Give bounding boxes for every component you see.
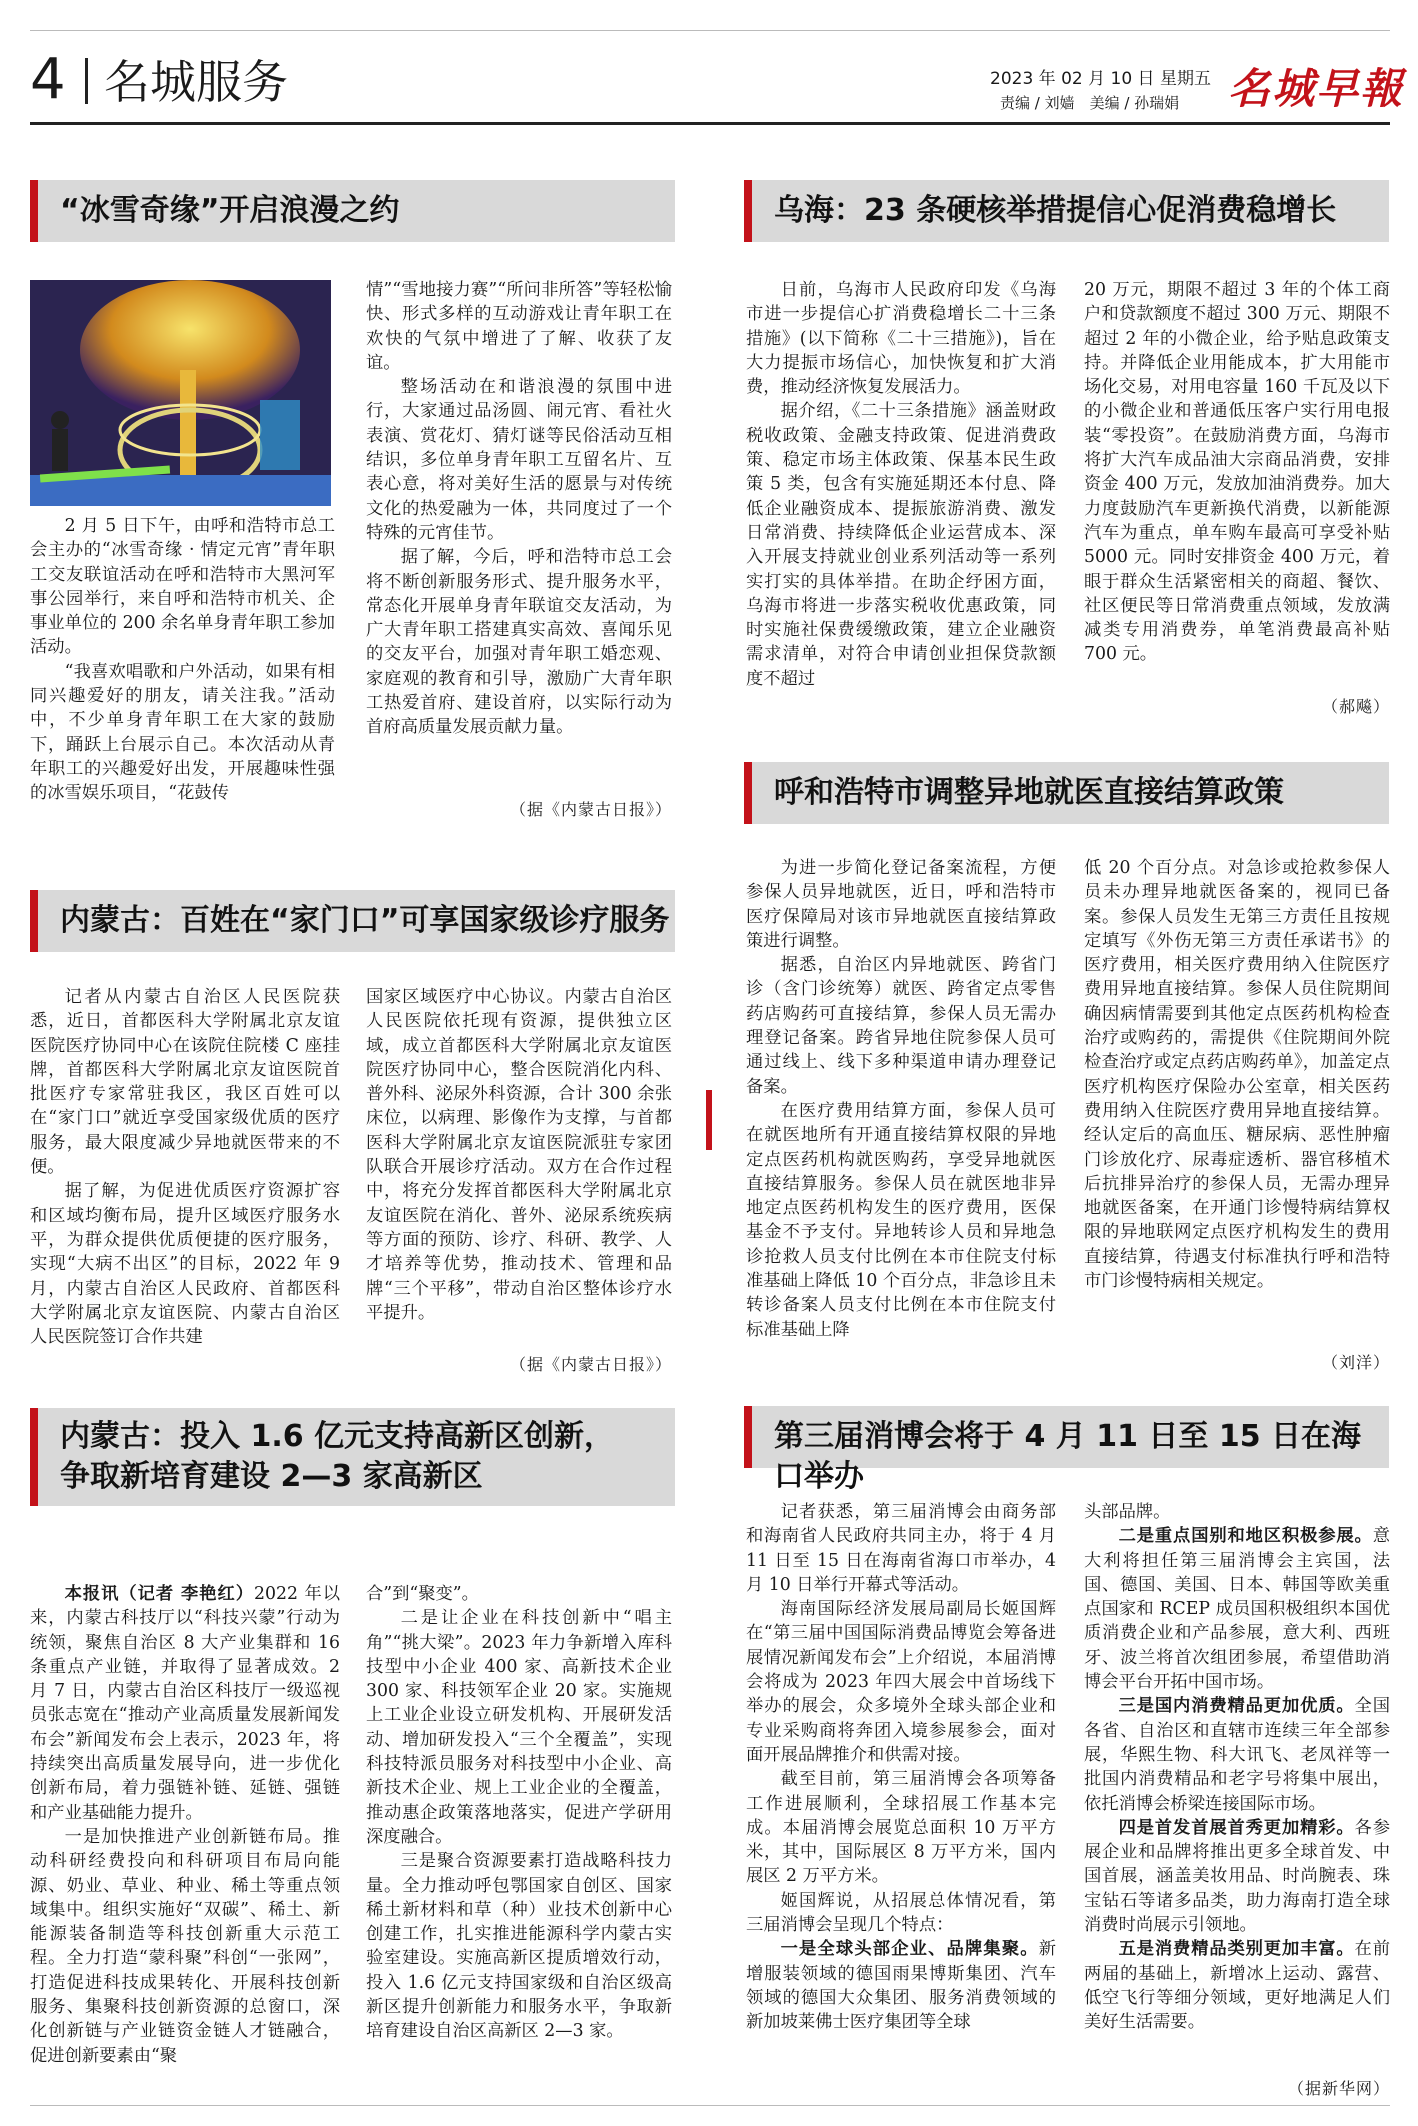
paragraph	[1084, 1816, 1390, 1937]
lantern-tree-illustration	[30, 280, 331, 506]
paragraph-text: 新增服装领域的德国雨果博斯集团、汽车领域的德国大众集团、服务消费领域的新加坡莱佛士医疗集团等全球	[746, 1939, 1056, 2033]
article-column	[1084, 856, 1390, 1346]
article-title: “冰雪奇缘”开启浪漫之约	[60, 193, 400, 228]
article-source: （据新华网）	[1287, 2079, 1390, 2098]
article-title: 第三届消博会将于 4 月 11 日至 15 日在海口举办	[774, 1419, 1362, 1494]
paragraph: 截至目前，第三届消博会各项筹备工作进展顺利，全球招展工作基本完成。本届消博会展览总面积 10 万平方米，其中，国际展区 8 万平方米，国内展区 2 万平方米。	[746, 1769, 1056, 1887]
article-column	[1084, 278, 1390, 688]
top-rule	[30, 30, 1390, 31]
article-title-box	[744, 1406, 1389, 1494]
paragraph	[1084, 1524, 1390, 1694]
paragraph	[1084, 1694, 1390, 1815]
article-column	[746, 278, 1056, 718]
paragraph: 低 20 个百分点。对急诊或抢救参保人员未办理异地就医备案的，视同已备案。参保人员发生无第三方责任且按规定填写《外伤无第三方责任承诺书》的医疗费用，相关医疗费用纳入住院医疗费用异地直接结算。参保人员住院期间确因病情需要到其他定点医药机构检查治疗或购药的，需提供《住院期间外院检查治疗或定点药店购药单》，加盖定点医疗机构医疗保险办公室章，相关医药费用纳入住院医疗费用异地直接结算。经认定后的高血压、糖尿病、恶性肿瘤门诊放化疗、尿毒症透析、器官移植术后抗排异治疗的参保人员，无需办理异地就医备案，在开通门诊慢特病结算权限的异地联网定点医疗机构发生的费用直接结算，待遇支付标准执行呼和浩特市门诊慢特病相关规定。	[1084, 858, 1390, 1292]
article-source: （据《内蒙古日报》）	[509, 800, 672, 819]
paragraph: 姬国辉说，从招展总体情况看，第三届消博会呈现几个特点：	[746, 1890, 1056, 1936]
paragraph-text: 全国各省、自治区和直辖市连续三年全部参展，华熙生物、科大讯飞、老凤祥等一批国内消费精品和老字号将集中展出，依托消博会桥梁连接国际市场。	[1084, 1696, 1390, 1814]
paragraph: 二是让企业在科技创新中“唱主角”“挑大梁”。2023 年力争新增入库科技型中小企业 400 家、高新技术企业 300 家、科技领军企业 20 家。实施规上工业企业设立研发机构、开展研发活动、增加研发投入“三个全覆盖”，实现科技特派员服务对科技型中小企业、高新技术企业、规上工业企业的全覆盖，推动惠企政策落地落实，促进产学研用深度融合。	[366, 1608, 672, 1847]
article-source: （据《内蒙古日报》）	[509, 1355, 672, 1374]
header-divider	[85, 58, 88, 104]
paragraph: 据了解，为促进优质医疗资源扩容和区域均衡布局，提升区域医疗服务水平，为群众提供优质便捷的医疗服务，实现“大病不出区”的目标，2022 年 9 月，内蒙古自治区人民政府、首都医科大学附属北京友谊医院、内蒙古自治区人民医院签订合作共建	[30, 1181, 340, 1348]
paragraph: 在医疗费用结算方面，参保人员可在就医地所有开通直接结算权限的异地定点医药机构就医购药，享受异地就医直接结算服务。参保人员在就医地非异地定点医药机构发生的医疗费用，医保基金不予支付。异地转诊人员和异地急诊抢救人员支付比例在本市住院支付标准基础上降低 10 个百分点，非急诊且未转诊备案人员支付比例在本市住院支付标准基础上降	[746, 1100, 1056, 1340]
emphasis: 一是全球头部企业、品牌集聚。	[780, 1939, 1039, 1960]
paragraph	[1084, 1937, 1390, 2034]
emphasis: 五是消费精品类别更加丰富。	[1118, 1939, 1355, 1960]
paragraph	[30, 1582, 340, 1825]
paragraph: 日前，乌海市人民政府印发《乌海市进一步提信心扩消费稳增长二十三条措施》(以下简称《二十三措施》)，旨在大力提振市场信心，加快恢复和扩大消费，推动经济恢复发展活力。	[746, 280, 1056, 398]
paragraph: 头部品牌。	[1084, 1502, 1171, 1522]
paragraph: 据介绍，《二十三条措施》涵盖财政税收政策、金融支持政策、促进消费政策、稳定市场主体政策、保基本民生政策 5 类，包含有实施延期还本付息、降低企业融资成本、提振旅游消费、激发日常消费、持续降低企业运营成本、深入开展支持就业创业系列活动等一系列实打实的具体举措。在助企纾困方面，乌海市将进一步落实税收优惠政策，同时实施社保费缓缴政策，建立企业融资需求清单，对符合申请创业担保贷款额度不超过	[746, 401, 1056, 689]
article-title-line1: 内蒙古：投入 1.6 亿元支持高新区创新，	[60, 1419, 615, 1454]
paragraph: 三是聚合资源要素打造战略科技力量。全力推动呼包鄂国家自创区、国家稀土新材料和草（种）业技术创新中心创建工作，扎实推进能源科学内蒙古实验室建设。实施高新区提质增效行动，投入 1.6 亿元支持国家级和自治区级高新区提升创新能力和服务水平，争取新培育建设自治区高新区 2—3 家。	[366, 1851, 672, 2042]
paragraph: 海南国际经济发展局副局长姬国辉在“第三届中国国际消费品博览会筹备进展情况新闻发布会”上介绍说，本届消博会将成为 2023 年四大展会中首场线下举办的展会，众多境外全球头部企业和专业采购商将奔团入境参展参会，面对面开展品牌推介和供需对接。	[746, 1599, 1056, 1765]
paragraph: 情”“雪地接力赛”“所问非所答”等轻松愉快、形式多样的互动游戏让青年职工在欢快的气氛中增进了了解、收获了友谊。	[366, 280, 672, 373]
paragraph: “我喜欢唱歌和户外活动，如果有相同兴趣爱好的朋友，请关注我。”活动中，不少单身青年职工在大家的鼓励下，踊跃上台展示自己。本次活动从青年职工的兴趣爱好出发，开展趣味性强的冰雪娱乐项目，“花鼓传	[30, 661, 335, 804]
section-title: 名城服务	[104, 55, 288, 109]
paragraph	[746, 1937, 1056, 2034]
article-column	[366, 278, 672, 788]
paragraph-text: 意大利将担任第三届消博会主宾国，法国、德国、美国、日本、韩国等欧美重点国家和 RCEP 成员国积极组织本国优质消费企业和产品参展，意大利、西班牙、波兰将首次组团参展，希望借助消博会平台开拓中国市场。	[1084, 1526, 1390, 1693]
article-column	[30, 985, 340, 1380]
article-title: 呼和浩特市调整异地就医直接结算政策	[774, 775, 1284, 810]
article-column	[746, 856, 1056, 1368]
paragraph: 为进一步简化登记备案流程，方便参保人员异地就医，近日，呼和浩特市医疗保障局对该市异地就医直接结算政策进行调整。	[746, 858, 1056, 951]
lantern-festival-photo	[30, 280, 331, 506]
article-column	[366, 1582, 672, 2102]
article-source: （刘洋）	[1321, 1353, 1390, 1372]
editors-line: 责编 / 刘嫱 美编 / 孙瑞娟	[1000, 94, 1180, 112]
article-title-box	[30, 180, 675, 242]
article-column	[366, 985, 672, 1355]
article-title-line2: 争取新培育建设 2—3 家高新区	[60, 1459, 483, 1494]
emphasis: 四是首发首展首秀更加精彩。	[1118, 1817, 1355, 1838]
paragraph: 国家区域医疗中心协议。内蒙古自治区人民医院依托现有资源，提供独立区域，成立首都医科大学附属北京友谊医院医疗协同中心，整合医院消化内科、普外科、泌尿外科资源，合计 300 余张床位，以病理、影像作为支撑，与首都医科大学附属北京友谊医院派驻专家团队联合开展诊疗活动。双方在合作过程中，将充分发挥首都医科大学附属北京友谊医院在消化、普外、泌尿系统疾病等方面的预防、诊疗、科研、教学、人才培养等优势，推动技术、管理和品牌“三个平移”，带动自治区整体诊疗水平提升。	[366, 987, 672, 1323]
paragraph: 记者从内蒙古自治区人民医院获悉，近日，首都医科大学附属北京友谊医院医疗协同中心在该院住院楼 C 座挂牌，首都医科大学附属北京友谊医院首批医疗专家常驻我区，我区百姓可以在“家门口”就近享受国家级优质的医疗服务，最大限度减少异地就医带来的不便。	[30, 987, 340, 1178]
paragraph: 据了解，今后，呼和浩特市总工会将不断创新服务形式、提升服务水平，常态化开展单身青年联谊交友活动，为广大青年职工搭建真实高效、喜闻乐见的交友平台，加强对青年职工婚恋观、家庭观的教育和引导，激励广大青年职工热爱首府、建设首府，以实际行动为首府高质量发展贡献力量。	[366, 547, 672, 738]
article-column	[30, 514, 335, 832]
article-title: 内蒙古：百姓在“家门口”可享国家级诊疗服务	[60, 903, 670, 938]
paragraph: 据悉，自治区内异地就医、跨省门诊（含门诊统筹）就医、跨省定点零售药店购药可直接结算，参保人员无需办理登记备案。跨省异地住院参保人员可通过线上、线下多种渠道申请办理登记备案。	[746, 955, 1056, 1097]
article-source: （郝飚）	[1321, 697, 1390, 716]
paragraph: 整场活动在和谐浪漫的氛围中进行，大家通过品汤圆、闹元宵、看社火表演、赏花灯、猜灯谜等民俗活动互相结识，多位单身青年职工互留名片、互表心意，将对美好生活的愿景与对传统文化的热爱融为一体，共同度过了一个特殊的元宵佳节。	[366, 377, 672, 543]
article-title-box	[744, 180, 1389, 242]
bottom-rule	[30, 2105, 1390, 2106]
article-title: 乌海：23 条硬核举措提信心促消费稳增长	[774, 193, 1337, 228]
article-title-box	[30, 1408, 675, 1506]
emphasis: 二是重点国别和地区积极参展。	[1118, 1526, 1373, 1547]
paragraph: 合”到“聚变”。	[366, 1584, 479, 1604]
emphasis: 三是国内消费精品更加优质。	[1118, 1696, 1355, 1717]
article-column	[30, 1582, 340, 2102]
article-title-box	[30, 890, 675, 952]
date-line: 2023 年 02 月 10 日 星期五	[990, 69, 1211, 89]
header-rule	[30, 122, 1390, 125]
paragraph: 记者获悉，第三届消博会由商务部和海南省人民政府共同主办，将于 4 月 11 日至 15 日在海南省海口市举办，4 月 10 日举行开幕式等活动。	[746, 1502, 1056, 1595]
article-title-box	[744, 762, 1389, 824]
page-number: 4	[30, 47, 66, 112]
article-column	[746, 1500, 1056, 2102]
center-fold-mark	[706, 1090, 712, 1150]
paragraph-text: 2022 年以来，内蒙古科技厅以“科技兴蒙”行动为统领，聚焦自治区 8 大产业集群和 16 条重点产业链，并取得了显著成效。2 月 7 日，内蒙古自治区科技厅一级巡视员张志宽在“推动产业高质量发展新闻发布会”新闻发布会上表示，2023 年，将持续突出高质量发展导向，进一步优化创新布局，着力强链补链、延链、强链和产业基础能力提升。	[30, 1584, 340, 1823]
byline: 本报讯（记者 李艳红）	[64, 1584, 255, 1604]
paragraph-text: 各参展企业和品牌将推出更多全球首发、中国首展，涵盖美妆用品、时尚腕表、珠宝钻石等诸多品类，助力海南打造全球消费时尚展示引领地。	[1084, 1817, 1390, 1936]
article-column	[1084, 1500, 1390, 2072]
paragraph-text: 在前两届的基础上，新增冰上运动、露营、低空飞行等细分领域，更好地满足人们美好生活需要。	[1084, 1939, 1390, 2033]
paragraph: 20 万元，期限不超过 3 年的个体工商户和贷款额度不超过 300 万元、期限不超过 2 年的小微企业，给予贴息政策支持。并降低企业用能成本，扩大用能市场化交易，对用电容量 160 千瓦及以下的小微企业和普通低压客户实行用电报装“零投资”。在鼓励消费方面，乌海市将扩大汽车成品油大宗商品消费，安排资金 400 万元，发放加油消费券。加大力度鼓励汽车更新换代消费，以新能源汽车为重点，单车购车最高可享受补贴 5000 元。同时安排资金 400 万元，着眼于群众生活紧密相关的商超、餐饮、社区便民等日常消费重点领域，发放满减类专用消费券，单笔消费最高补贴 700 元。	[1084, 280, 1390, 665]
paragraph: 2 月 5 日下午，由呼和浩特市总工会主办的“冰雪奇缘 · 情定元宵”青年职工交友联谊活动在呼和浩特市大黑河军事公园举行，来自呼和浩特市机关、企事业单位的 200 余名单身青年职工参加活动。	[30, 516, 335, 658]
newspaper-logo: 名城早報	[1228, 64, 1405, 113]
paragraph: 一是加快推进产业创新链布局。推动科研经费投向和科研项目布局向能源、奶业、草业、种业、稀土等重点领域集中。组织实施好“双碳”、稀土、新能源装备制造等科技创新重大示范工程。全力打造“蒙科聚”科创“一张网”，打造促进科技成果转化、开展科技创新服务、集聚科技创新资源的总窗口，深化创新链与产业链资金链人才链融合，促进创新要素由“聚	[30, 1826, 340, 2066]
